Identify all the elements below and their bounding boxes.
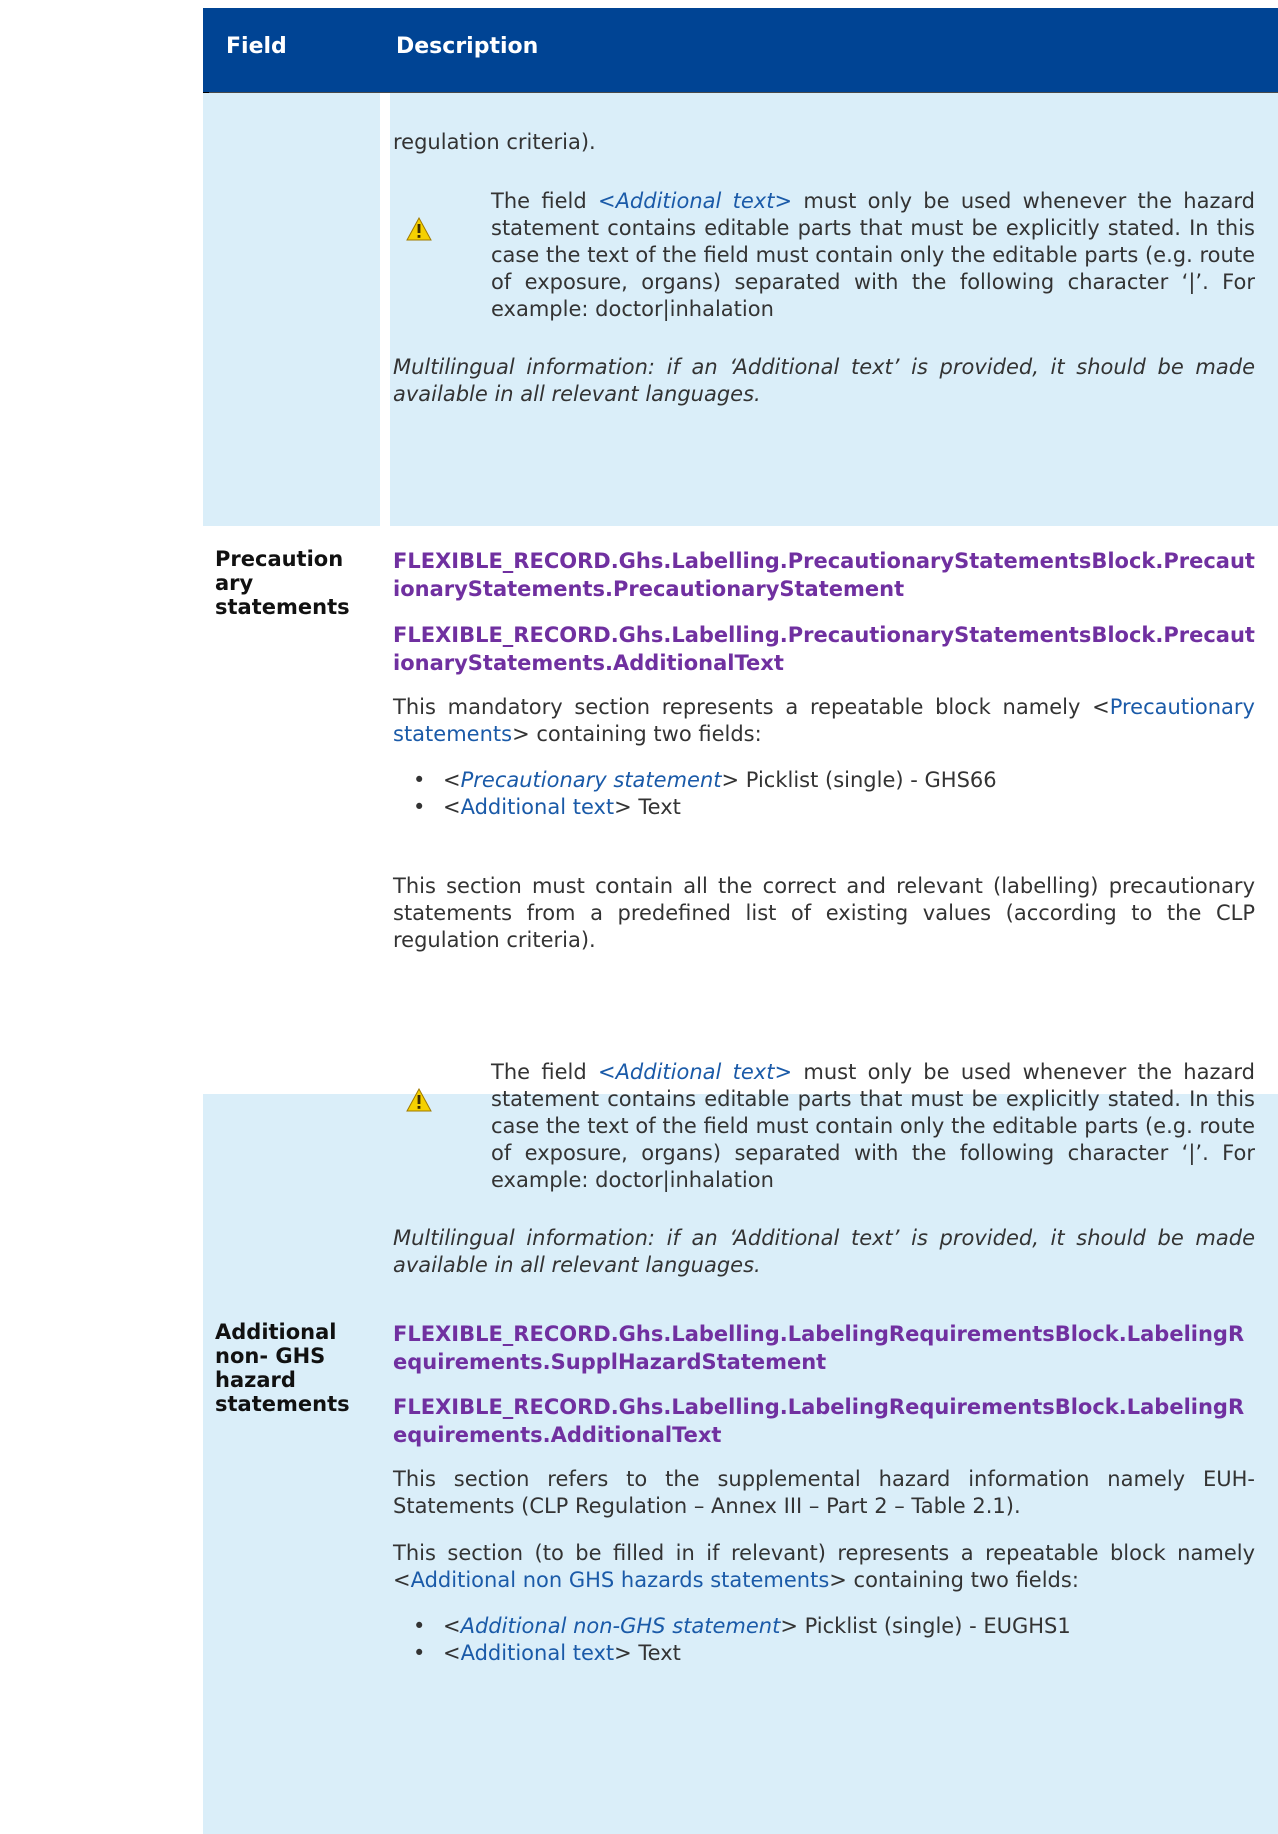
section-body: This section must contain all the correct and relevant (labelling) precautionary statements from a predefined list of existing values (according to the CLP regulation criteria).	[393, 874, 1255, 952]
warning-triangle-icon	[406, 217, 432, 241]
section-intro: This section refers to the supplemental hazard information namely EUH-Statements (CLP Regulation – Annex III – Part 2 – Table 2.1).	[393, 1467, 1255, 1518]
section-intro: This section (to be filled in if relevant) represents a repeatable block namely <Additional non GHS hazards statements> containing two fields:	[393, 1541, 1255, 1592]
additional-text-link[interactable]: Additional text	[460, 795, 615, 819]
field-label-precautionary: Precaution ary statements	[215, 547, 350, 619]
field-list	[393, 767, 1255, 821]
precautionary-statement-link[interactable]: Precautionary statement	[460, 768, 722, 792]
precautionary-statements-link[interactable]: Precautionary statements	[393, 695, 1255, 746]
table-header	[203, 8, 1278, 92]
warning-note: The field <Additional text> must only be used whenever the hazard statement contains editable parts that must be explicitly stated. In this case the text of the field must contain only the editable parts (e.g. route of exposure, organs) separated with the following character ‘|’. For example: doctor|inhalation	[491, 189, 1255, 321]
warning-triangle-icon	[406, 1088, 432, 1112]
table-row	[203, 1094, 1278, 1834]
cell-divider	[380, 93, 390, 526]
additional-non-ghs-statement-link[interactable]: Additional non-GHS statement	[460, 1614, 781, 1638]
field-path: FLEXIBLE_RECORD.Ghs.Labelling.LabelingRequirementsBlock.LabelingRequirements.AdditionalText	[393, 1395, 1245, 1447]
continued-text: regulation criteria).	[393, 130, 596, 154]
field-path: FLEXIBLE_RECORD.Ghs.Labelling.LabelingRequirementsBlock.LabelingRequirements.SupplHazardStatement	[393, 1322, 1245, 1374]
additional-text-link[interactable]: <Additional text>	[597, 1060, 793, 1084]
section-intro: This mandatory section represents a repeatable block namely <Precautionary statements> containing two fields:	[393, 695, 1255, 746]
additional-text-link[interactable]: Additional text	[460, 1641, 615, 1665]
field-list	[393, 1613, 1255, 1667]
list-item: • <Additional non-GHS statement> Picklist (single) - EUGHS1	[393, 1613, 1255, 1640]
list-item: • <Precautionary statement> Picklist (single) - GHS66	[393, 767, 1255, 794]
list-item: • <Additional text> Text	[393, 794, 1255, 821]
additional-non-ghs-statements-link[interactable]: Additional non GHS hazards statements	[410, 1568, 830, 1592]
multilingual-note: Multilingual information: if an ‘Additional text’ is provided, it should be made available in all relevant languages.	[393, 1226, 1255, 1277]
header-description: Description	[396, 34, 539, 59]
field-label-additional-non-ghs: Additional non- GHS hazard statements	[215, 1320, 350, 1416]
warning-note: The field <Additional text> must only be used whenever the hazard statement contains editable parts that must be explicitly stated. In this case the text of the field must contain only the editable parts (e.g. route of exposure, organs) separated with the following character ‘|’. For example: doctor|inhalation	[491, 1060, 1255, 1192]
additional-text-link[interactable]: <Additional text>	[597, 189, 793, 213]
field-path: FLEXIBLE_RECORD.Ghs.Labelling.PrecautionaryStatementsBlock.PrecautionaryStatements.AdditionalText	[393, 623, 1255, 675]
field-path: FLEXIBLE_RECORD.Ghs.Labelling.PrecautionaryStatementsBlock.PrecautionaryStatements.PrecautionaryStatement	[393, 549, 1255, 601]
list-item: • <Additional text> Text	[393, 1640, 1255, 1667]
header-field: Field	[226, 34, 287, 59]
multilingual-note: Multilingual information: if an ‘Additional text’ is provided, it should be made available in all relevant languages.	[393, 355, 1255, 406]
